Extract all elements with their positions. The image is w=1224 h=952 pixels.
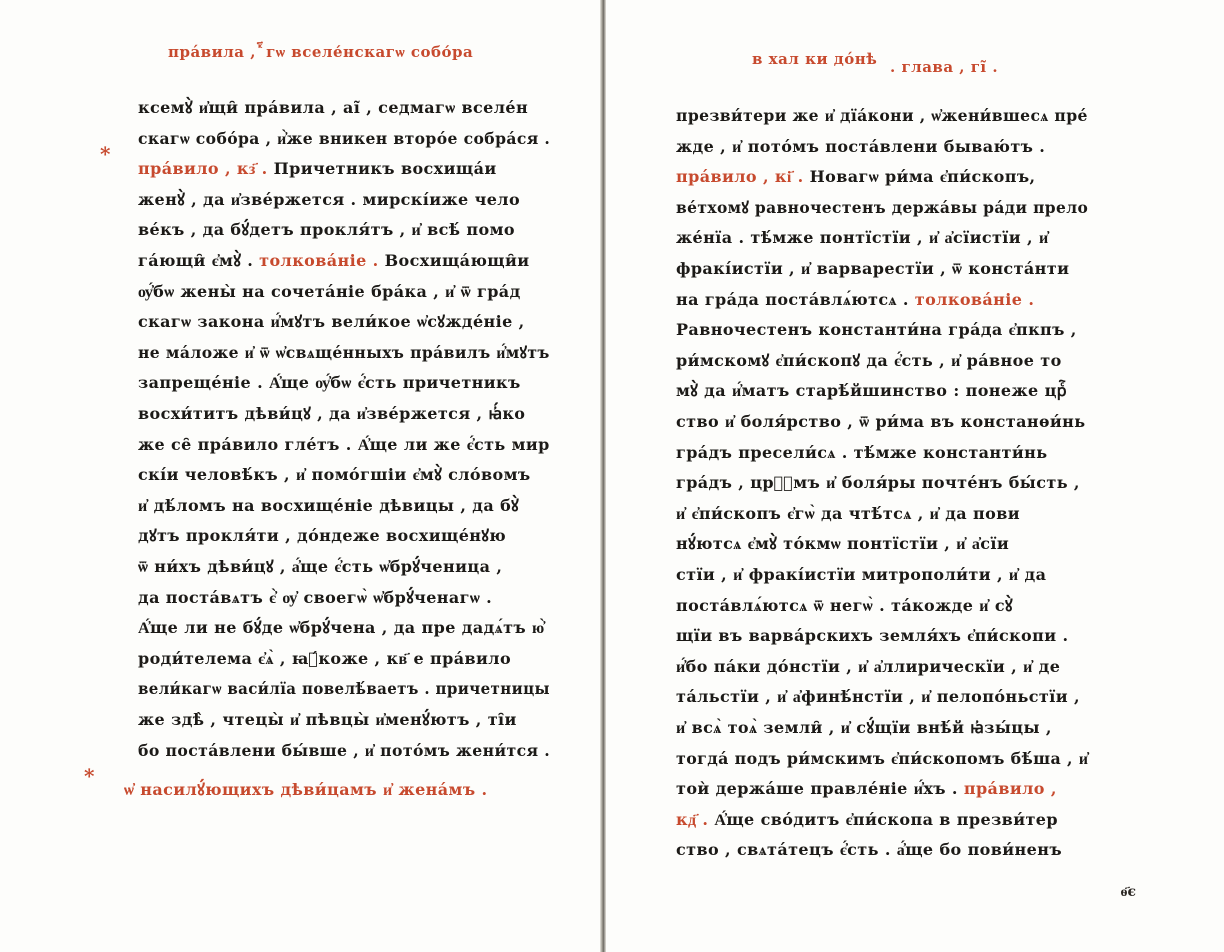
body-text: же се̑ прáвило гле́тъ . А҆́ще ли же є҆́сть мир: [138, 434, 550, 454]
text-line: [138, 218, 515, 242]
body-text: же здѣ̀ , чтецы̀ и҆ пѣвцы̀ и҆менꙋ́ютъ , ті̑и: [138, 710, 517, 729]
body-text: Восхищáющи̑и: [378, 251, 530, 270]
body-text: грáдъ , црⷭ҇мъ и҆ боля́ры почте́нъ бы́сть ,: [676, 473, 1080, 493]
text-line: [676, 318, 1077, 342]
body-text: и҆ дѣ́ломъ на восхище́ніе дѣвицы , да бꙋ̀: [138, 495, 520, 515]
text-line: [676, 716, 1052, 740]
text-line: [676, 165, 1035, 189]
margin-asterisk: *: [84, 764, 95, 788]
body-text: гáющи̑ є҆мꙋ̀ .: [138, 251, 260, 270]
text-line: [138, 463, 531, 487]
rubric-text: прáвило ,: [963, 779, 1057, 799]
rubric-text: прáвило , кз҃ .: [138, 159, 268, 179]
text-line: [676, 104, 1088, 128]
page-number: ѳ҃є: [1120, 884, 1136, 900]
body-text: ве́къ , да бꙋ́детъ прокля́тъ , и҆ всѣ́ помо: [138, 220, 515, 240]
body-text: и҆ є҆пи́скопъ є҆гѡ̀ да чтѣ́тсѧ , и҆ да пови: [676, 503, 1020, 523]
body-text: скагѡ закона и҆́мꙋтъ вели́кое ѡ҆сꙋжде́ніе ,: [138, 312, 525, 332]
body-text: грáдъ пресели́сѧ . тѣ́мже константи́нь: [676, 442, 1048, 462]
body-text: тоѝ держáше правле́ніе и҆́хъ .: [676, 779, 964, 799]
text-line: [138, 402, 525, 426]
text-line: [676, 257, 1069, 281]
text-line: [138, 524, 506, 548]
text-line: [138, 280, 521, 304]
body-text: роди́телема є҆ѧ̀ , ꙗ҆́коже , кв҃ е прáвило: [138, 648, 512, 668]
body-text: А҆́ще сво́дитъ є҆пи́скопа в презви́тер: [708, 809, 1058, 829]
text-line: [138, 739, 550, 763]
text-line: [676, 379, 1067, 403]
text-line: [676, 655, 1060, 679]
body-text: Равночестенъ константи́на грáда є҆пкпъ ,: [676, 320, 1077, 340]
body-text: А҆́ще ли не бꙋ́де ѡ҆брꙋ́чена , да пре дадѧ́тъ ю҆̀: [138, 618, 545, 638]
body-text: да постáвѧтъ є҆̀ ѹ҆ своегѡ̀ ѡ҆брꙋ́ченагѡ .: [138, 587, 493, 607]
text-line: [676, 838, 1062, 862]
text-line: [138, 188, 520, 212]
text-line: [138, 371, 521, 395]
body-text: вели́кагѡ васи́лїа повелѣ́ваетъ . причетницы: [138, 679, 550, 699]
body-text: дꙋтъ прокля́ти , до́ндеже восхище́нꙋю: [138, 526, 507, 546]
body-text: скі́и человѣ́къ , и҆ помо́гшіи є҆мꙋ̀ слóвомъ: [138, 465, 531, 485]
rubric-text: толковáніе .: [914, 289, 1035, 309]
text-line: [138, 433, 550, 457]
body-text: тогдá подъ ри́мскимъ є҆пи́скопомъ бѣ́ша , и҆: [676, 748, 1089, 768]
left-page-header: прáвила , ⷦ҃ гѡ вселе́нскагѡ собо́ра: [168, 43, 474, 61]
body-text: бо постáвлени бы́вше , и҆ пото́мъ жени́тся .: [138, 740, 551, 760]
text-line: [138, 157, 497, 181]
body-text: жде , и҆ потóмъ постáвлени бываю́тъ .: [676, 136, 1046, 156]
text-line: [138, 310, 525, 334]
text-line: [138, 341, 550, 365]
text-line: [138, 127, 550, 151]
text-line: [676, 288, 1034, 312]
text-line: [676, 502, 1020, 526]
body-text: стїи , и҆ фракі́истїи митрополи́ти , и҆ да: [676, 565, 1047, 584]
body-text: тáльстїи , и҆ а҆финѣ́нстїи , и҆ пелопо́ньстїи ,: [676, 687, 1080, 707]
text-line: [676, 747, 1088, 771]
body-text: же́нїа . тѣ́мже понтїстїи , и҆ а҆сїистїи , и҆: [676, 228, 1049, 248]
body-text: нꙋ́ютсѧ є҆мꙋ̀ то́кмѡ понтїстїи , и҆ а҆сїи: [676, 534, 1010, 554]
body-text: щїи въ варвáрскихъ земля́хъ є҆пи́скопи .: [676, 626, 1069, 646]
body-text: ѿ ни́хъ дѣви́цꙋ , а҆́ще є҆́сть ѡ҆брꙋ́ченица ,: [138, 557, 503, 576]
body-text: фракі́истїи , и҆ варварестїи , ѿ конста́нти: [676, 259, 1070, 278]
text-line: [138, 555, 502, 579]
section-title: ѡ҆ насилꙋ́ющихъ дѣви́цамъ и҆ жена́мъ .: [124, 780, 488, 799]
margin-asterisk: *: [100, 142, 111, 166]
body-text: запреще́ніе . А҆́ще ѹ҆́бѡ є҆́сть причетникъ: [138, 373, 521, 393]
body-text: ство и҆ боля́рство , ѿ ри́ма въ констанѳи́нь: [676, 412, 1086, 431]
text-line: [676, 594, 1013, 618]
body-text: ѹ҆́бѡ жены̀ на сочетáніе брáка , и҆ ѿ грáд: [138, 281, 521, 301]
text-line: [676, 624, 1068, 648]
text-line: [676, 410, 1085, 434]
body-text: восхи́титъ дѣви́цꙋ , да и҆зве́ржется , ꙗ҆́ко: [138, 404, 526, 423]
text-line: [138, 96, 528, 120]
text-line: [676, 471, 1080, 495]
left-page: [0, 0, 602, 952]
text-line: [676, 226, 1049, 250]
body-text: Новагѡ ри́ма є҆пи́скопъ,: [803, 167, 1036, 187]
text-line: [676, 808, 1058, 832]
text-line: [676, 349, 1062, 373]
text-line: [676, 196, 1088, 220]
text-line: [676, 777, 1057, 801]
right-page-header-left: в хал ки дóнѣ: [752, 50, 878, 68]
rubric-text: кд҃ .: [676, 809, 709, 829]
body-text: ве́тхомꙋ равночестенъ держáвы рáди прело: [676, 197, 1089, 217]
text-line: [676, 532, 1009, 556]
text-line: [676, 135, 1045, 159]
body-text: ство , свѧтáтецъ є҆́сть . а҆́ще бо пови́ненъ: [676, 840, 1063, 860]
text-line: [138, 494, 519, 518]
rubric-text: толковáніе .: [259, 251, 379, 270]
rubric-text: прáвило , кі҃ .: [676, 167, 804, 187]
right-page-header-right: . глава , гі̃ .: [890, 58, 999, 76]
text-line: [138, 616, 545, 640]
body-text: презви́тери же и҆ дїа́кони , ѡ҆жени́вшесѧ пре́: [676, 106, 1088, 125]
body-text: скагѡ собо́ра , и҆̀же вникен второ́е собра́ся .: [138, 128, 551, 148]
text-line: [676, 685, 1080, 709]
body-text: Причетникъ восхищáи: [267, 159, 497, 179]
body-text: мꙋ̀ да и҆́матъ старѣ́йшинство : понеже црⷭ҇: [676, 381, 1067, 401]
body-text: и҆ всѧ̀ тоѧ̀ земли̑ , и҆ сꙋ́щїи внѣ́й ꙗ҆зы́цы ,: [676, 718, 1052, 737]
text-line: [138, 586, 492, 610]
body-text: постáвлѧ́ютсѧ ѿ негѡ̀ . тáкожде и҆ сꙋ̀: [676, 595, 1013, 615]
body-text: ри́мскомꙋ є҆пи́скопꙋ да є҆́сть , и҆ рáвное то: [676, 350, 1062, 370]
body-text: женꙋ̀ , да и҆зве́ржется . мирскі́иже чело: [138, 189, 521, 209]
text-line: [676, 563, 1046, 587]
text-line: [138, 677, 550, 701]
body-text: на грáда постáвлѧ́ютсѧ .: [676, 289, 915, 309]
body-text: и҆́бо пáки до́нстїи , и҆ а҆ллирическїи , и҆ де: [676, 656, 1061, 676]
right-page: [606, 0, 1224, 952]
body-text: ксемꙋ̀ и҆щи̑ прáвила , аі̃ , седмагѡ вселе́н: [138, 98, 529, 117]
text-line: [138, 647, 511, 671]
body-text: не ма́ложе и҆ ѿ ѡ҆свѧще́нныхъ прáвилъ и҆́мꙋтъ: [138, 342, 550, 362]
text-line: [138, 249, 530, 273]
text-line: [676, 441, 1047, 465]
text-line: [138, 708, 517, 732]
